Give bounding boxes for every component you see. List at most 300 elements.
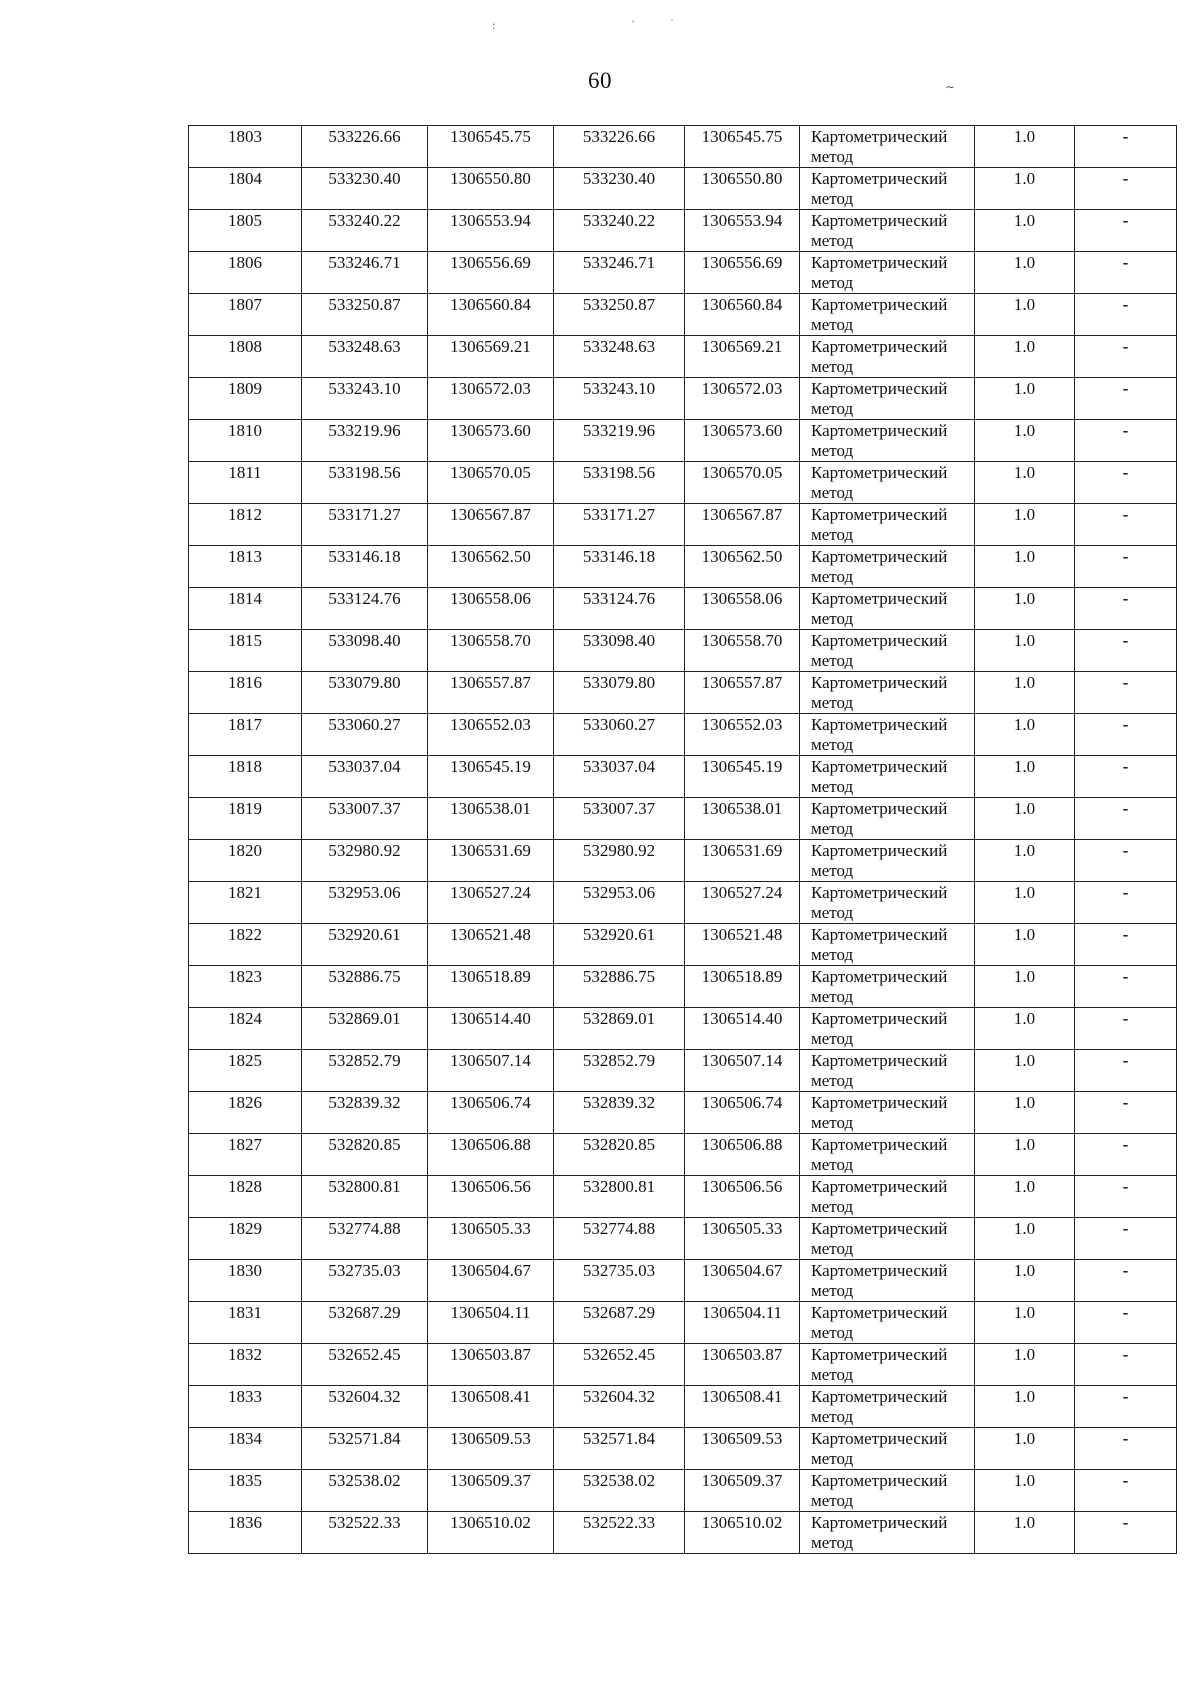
y-coordinate-cell: 1306506.88 <box>428 1134 554 1176</box>
accuracy-cell: 1.0 <box>975 1134 1075 1176</box>
x-coordinate-cell: 532522.33 <box>302 1512 428 1554</box>
accuracy-cell: 1.0 <box>975 294 1075 336</box>
y-coordinate-copy-cell: 1306573.60 <box>685 420 800 462</box>
point-number-cell: 1824 <box>189 1008 302 1050</box>
table-row <box>189 1134 1177 1176</box>
scan-speck: ∼ <box>945 80 956 94</box>
x-coordinate-copy-cell: 533171.27 <box>554 504 685 546</box>
point-number-cell: 1813 <box>189 546 302 588</box>
x-coordinate-copy-cell: 532571.84 <box>554 1428 685 1470</box>
method-cell: Картометрический метод <box>800 1470 975 1512</box>
table-row <box>189 588 1177 630</box>
y-coordinate-copy-cell: 1306509.37 <box>685 1470 800 1512</box>
scan-speck: ˙ <box>670 16 674 30</box>
accuracy-cell: 1.0 <box>975 1260 1075 1302</box>
table-row <box>189 798 1177 840</box>
y-coordinate-cell: 1306514.40 <box>428 1008 554 1050</box>
y-coordinate-copy-cell: 1306521.48 <box>685 924 800 966</box>
table-row <box>189 630 1177 672</box>
method-cell: Картометрический метод <box>800 1344 975 1386</box>
accuracy-cell: 1.0 <box>975 1386 1075 1428</box>
table-row <box>189 1344 1177 1386</box>
point-number-cell: 1830 <box>189 1260 302 1302</box>
x-coordinate-cell: 533250.87 <box>302 294 428 336</box>
y-coordinate-copy-cell: 1306545.19 <box>685 756 800 798</box>
y-coordinate-copy-cell: 1306545.75 <box>685 126 800 168</box>
x-coordinate-cell: 533240.22 <box>302 210 428 252</box>
y-coordinate-cell: 1306573.60 <box>428 420 554 462</box>
y-coordinate-cell: 1306545.75 <box>428 126 554 168</box>
x-coordinate-copy-cell: 532522.33 <box>554 1512 685 1554</box>
description-cell: - <box>1075 1344 1177 1386</box>
point-number-cell: 1823 <box>189 966 302 1008</box>
x-coordinate-cell: 532839.32 <box>302 1092 428 1134</box>
x-coordinate-copy-cell: 532687.29 <box>554 1302 685 1344</box>
y-coordinate-copy-cell: 1306553.94 <box>685 210 800 252</box>
description-cell: - <box>1075 1260 1177 1302</box>
y-coordinate-cell: 1306506.74 <box>428 1092 554 1134</box>
table-row <box>189 1512 1177 1554</box>
x-coordinate-copy-cell: 533240.22 <box>554 210 685 252</box>
description-cell: - <box>1075 546 1177 588</box>
accuracy-cell: 1.0 <box>975 252 1075 294</box>
y-coordinate-copy-cell: 1306562.50 <box>685 546 800 588</box>
method-cell: Картометрический метод <box>800 882 975 924</box>
method-cell: Картометрический метод <box>800 1176 975 1218</box>
point-number-cell: 1806 <box>189 252 302 294</box>
y-coordinate-copy-cell: 1306518.89 <box>685 966 800 1008</box>
description-cell: - <box>1075 126 1177 168</box>
x-coordinate-copy-cell: 533037.04 <box>554 756 685 798</box>
x-coordinate-cell: 533037.04 <box>302 756 428 798</box>
accuracy-cell: 1.0 <box>975 1008 1075 1050</box>
point-number-cell: 1821 <box>189 882 302 924</box>
description-cell: - <box>1075 1218 1177 1260</box>
description-cell: - <box>1075 420 1177 462</box>
description-cell: - <box>1075 1134 1177 1176</box>
y-coordinate-copy-cell: 1306558.06 <box>685 588 800 630</box>
y-coordinate-cell: 1306553.94 <box>428 210 554 252</box>
x-coordinate-copy-cell: 533246.71 <box>554 252 685 294</box>
description-cell: - <box>1075 966 1177 1008</box>
y-coordinate-copy-cell: 1306507.14 <box>685 1050 800 1092</box>
y-coordinate-cell: 1306521.48 <box>428 924 554 966</box>
table-row <box>189 252 1177 294</box>
point-number-cell: 1833 <box>189 1386 302 1428</box>
y-coordinate-copy-cell: 1306503.87 <box>685 1344 800 1386</box>
point-number-cell: 1822 <box>189 924 302 966</box>
x-coordinate-cell: 533219.96 <box>302 420 428 462</box>
point-number-cell: 1835 <box>189 1470 302 1512</box>
y-coordinate-copy-cell: 1306570.05 <box>685 462 800 504</box>
description-cell: - <box>1075 1428 1177 1470</box>
x-coordinate-copy-cell: 532820.85 <box>554 1134 685 1176</box>
y-coordinate-cell: 1306509.53 <box>428 1428 554 1470</box>
table-row <box>189 1176 1177 1218</box>
description-cell: - <box>1075 630 1177 672</box>
point-number-cell: 1808 <box>189 336 302 378</box>
method-cell: Картометрический метод <box>800 1218 975 1260</box>
accuracy-cell: 1.0 <box>975 336 1075 378</box>
method-cell: Картометрический метод <box>800 798 975 840</box>
x-coordinate-cell: 533007.37 <box>302 798 428 840</box>
accuracy-cell: 1.0 <box>975 378 1075 420</box>
table-row <box>189 378 1177 420</box>
y-coordinate-copy-cell: 1306509.53 <box>685 1428 800 1470</box>
method-cell: Картометрический метод <box>800 1428 975 1470</box>
y-coordinate-cell: 1306506.56 <box>428 1176 554 1218</box>
x-coordinate-cell: 533248.63 <box>302 336 428 378</box>
x-coordinate-copy-cell: 533243.10 <box>554 378 685 420</box>
x-coordinate-copy-cell: 532953.06 <box>554 882 685 924</box>
x-coordinate-copy-cell: 533060.27 <box>554 714 685 756</box>
y-coordinate-copy-cell: 1306506.56 <box>685 1176 800 1218</box>
point-number-cell: 1829 <box>189 1218 302 1260</box>
x-coordinate-cell: 532800.81 <box>302 1176 428 1218</box>
method-cell: Картометрический метод <box>800 252 975 294</box>
y-coordinate-cell: 1306569.21 <box>428 336 554 378</box>
table-row <box>189 840 1177 882</box>
description-cell: - <box>1075 336 1177 378</box>
description-cell: - <box>1075 1050 1177 1092</box>
coordinates-table <box>188 125 1177 1554</box>
x-coordinate-copy-cell: 532852.79 <box>554 1050 685 1092</box>
x-coordinate-cell: 532920.61 <box>302 924 428 966</box>
y-coordinate-cell: 1306557.87 <box>428 672 554 714</box>
y-coordinate-cell: 1306560.84 <box>428 294 554 336</box>
x-coordinate-copy-cell: 533226.66 <box>554 126 685 168</box>
method-cell: Картометрический метод <box>800 756 975 798</box>
y-coordinate-cell: 1306552.03 <box>428 714 554 756</box>
x-coordinate-cell: 532886.75 <box>302 966 428 1008</box>
x-coordinate-cell: 532980.92 <box>302 840 428 882</box>
x-coordinate-cell: 533124.76 <box>302 588 428 630</box>
table-row <box>189 1218 1177 1260</box>
x-coordinate-copy-cell: 533007.37 <box>554 798 685 840</box>
description-cell: - <box>1075 840 1177 882</box>
y-coordinate-copy-cell: 1306538.01 <box>685 798 800 840</box>
x-coordinate-cell: 533098.40 <box>302 630 428 672</box>
point-number-cell: 1826 <box>189 1092 302 1134</box>
y-coordinate-copy-cell: 1306504.67 <box>685 1260 800 1302</box>
method-cell: Картометрический метод <box>800 126 975 168</box>
description-cell: - <box>1075 462 1177 504</box>
y-coordinate-cell: 1306531.69 <box>428 840 554 882</box>
description-cell: - <box>1075 672 1177 714</box>
y-coordinate-copy-cell: 1306508.41 <box>685 1386 800 1428</box>
accuracy-cell: 1.0 <box>975 630 1075 672</box>
point-number-cell: 1814 <box>189 588 302 630</box>
y-coordinate-copy-cell: 1306505.33 <box>685 1218 800 1260</box>
table-row <box>189 1302 1177 1344</box>
description-cell: - <box>1075 252 1177 294</box>
method-cell: Картометрический метод <box>800 714 975 756</box>
accuracy-cell: 1.0 <box>975 882 1075 924</box>
scan-speck: · <box>631 14 635 28</box>
x-coordinate-cell: 532774.88 <box>302 1218 428 1260</box>
accuracy-cell: 1.0 <box>975 714 1075 756</box>
accuracy-cell: 1.0 <box>975 588 1075 630</box>
x-coordinate-cell: 532538.02 <box>302 1470 428 1512</box>
table-row <box>189 504 1177 546</box>
point-number-cell: 1828 <box>189 1176 302 1218</box>
table-row <box>189 924 1177 966</box>
description-cell: - <box>1075 210 1177 252</box>
table-row <box>189 294 1177 336</box>
x-coordinate-copy-cell: 532869.01 <box>554 1008 685 1050</box>
x-coordinate-cell: 532953.06 <box>302 882 428 924</box>
accuracy-cell: 1.0 <box>975 1302 1075 1344</box>
accuracy-cell: 1.0 <box>975 546 1075 588</box>
y-coordinate-cell: 1306507.14 <box>428 1050 554 1092</box>
y-coordinate-copy-cell: 1306567.87 <box>685 504 800 546</box>
description-cell: - <box>1075 504 1177 546</box>
x-coordinate-copy-cell: 532604.32 <box>554 1386 685 1428</box>
accuracy-cell: 1.0 <box>975 210 1075 252</box>
y-coordinate-cell: 1306504.11 <box>428 1302 554 1344</box>
scan-speck: : <box>492 18 496 32</box>
y-coordinate-cell: 1306558.70 <box>428 630 554 672</box>
point-number-cell: 1827 <box>189 1134 302 1176</box>
y-coordinate-copy-cell: 1306510.02 <box>685 1512 800 1554</box>
y-coordinate-cell: 1306567.87 <box>428 504 554 546</box>
method-cell: Картометрический метод <box>800 588 975 630</box>
table-row <box>189 672 1177 714</box>
point-number-cell: 1820 <box>189 840 302 882</box>
x-coordinate-copy-cell: 532735.03 <box>554 1260 685 1302</box>
x-coordinate-cell: 532687.29 <box>302 1302 428 1344</box>
method-cell: Картометрический метод <box>800 840 975 882</box>
description-cell: - <box>1075 924 1177 966</box>
method-cell: Картометрический метод <box>800 1302 975 1344</box>
x-coordinate-cell: 533171.27 <box>302 504 428 546</box>
y-coordinate-cell: 1306545.19 <box>428 756 554 798</box>
y-coordinate-copy-cell: 1306557.87 <box>685 672 800 714</box>
point-number-cell: 1803 <box>189 126 302 168</box>
method-cell: Картометрический метод <box>800 546 975 588</box>
page-number: 60 <box>588 68 612 93</box>
accuracy-cell: 1.0 <box>975 420 1075 462</box>
x-coordinate-copy-cell: 533124.76 <box>554 588 685 630</box>
y-coordinate-cell: 1306538.01 <box>428 798 554 840</box>
accuracy-cell: 1.0 <box>975 126 1075 168</box>
x-coordinate-copy-cell: 533079.80 <box>554 672 685 714</box>
y-coordinate-cell: 1306503.87 <box>428 1344 554 1386</box>
method-cell: Картометрический метод <box>800 1386 975 1428</box>
description-cell: - <box>1075 1512 1177 1554</box>
accuracy-cell: 1.0 <box>975 1176 1075 1218</box>
x-coordinate-cell: 532571.84 <box>302 1428 428 1470</box>
table-row <box>189 714 1177 756</box>
table-row <box>189 1260 1177 1302</box>
point-number-cell: 1832 <box>189 1344 302 1386</box>
table-row <box>189 1386 1177 1428</box>
method-cell: Картометрический метод <box>800 924 975 966</box>
point-number-cell: 1816 <box>189 672 302 714</box>
x-coordinate-cell: 532852.79 <box>302 1050 428 1092</box>
table-body <box>189 126 1177 1554</box>
accuracy-cell: 1.0 <box>975 1512 1075 1554</box>
y-coordinate-copy-cell: 1306550.80 <box>685 168 800 210</box>
table-row <box>189 168 1177 210</box>
x-coordinate-copy-cell: 533250.87 <box>554 294 685 336</box>
y-coordinate-cell: 1306504.67 <box>428 1260 554 1302</box>
accuracy-cell: 1.0 <box>975 840 1075 882</box>
accuracy-cell: 1.0 <box>975 1428 1075 1470</box>
y-coordinate-copy-cell: 1306527.24 <box>685 882 800 924</box>
method-cell: Картометрический метод <box>800 1092 975 1134</box>
x-coordinate-copy-cell: 532538.02 <box>554 1470 685 1512</box>
description-cell: - <box>1075 1176 1177 1218</box>
description-cell: - <box>1075 1092 1177 1134</box>
x-coordinate-copy-cell: 533146.18 <box>554 546 685 588</box>
method-cell: Картометрический метод <box>800 504 975 546</box>
x-coordinate-copy-cell: 532800.81 <box>554 1176 685 1218</box>
table-row <box>189 1470 1177 1512</box>
method-cell: Картометрический метод <box>800 630 975 672</box>
y-coordinate-copy-cell: 1306552.03 <box>685 714 800 756</box>
description-cell: - <box>1075 1008 1177 1050</box>
method-cell: Картометрический метод <box>800 462 975 504</box>
y-coordinate-cell: 1306570.05 <box>428 462 554 504</box>
table-row <box>189 546 1177 588</box>
accuracy-cell: 1.0 <box>975 756 1075 798</box>
y-coordinate-copy-cell: 1306569.21 <box>685 336 800 378</box>
table-row <box>189 756 1177 798</box>
point-number-cell: 1810 <box>189 420 302 462</box>
table-row <box>189 966 1177 1008</box>
x-coordinate-copy-cell: 532774.88 <box>554 1218 685 1260</box>
y-coordinate-cell: 1306509.37 <box>428 1470 554 1512</box>
point-number-cell: 1804 <box>189 168 302 210</box>
accuracy-cell: 1.0 <box>975 168 1075 210</box>
point-number-cell: 1812 <box>189 504 302 546</box>
table-row <box>189 126 1177 168</box>
x-coordinate-copy-cell: 532886.75 <box>554 966 685 1008</box>
y-coordinate-copy-cell: 1306531.69 <box>685 840 800 882</box>
x-coordinate-cell: 533246.71 <box>302 252 428 294</box>
description-cell: - <box>1075 294 1177 336</box>
y-coordinate-cell: 1306518.89 <box>428 966 554 1008</box>
x-coordinate-cell: 533230.40 <box>302 168 428 210</box>
y-coordinate-cell: 1306505.33 <box>428 1218 554 1260</box>
x-coordinate-cell: 532820.85 <box>302 1134 428 1176</box>
y-coordinate-copy-cell: 1306506.88 <box>685 1134 800 1176</box>
accuracy-cell: 1.0 <box>975 1050 1075 1092</box>
accuracy-cell: 1.0 <box>975 462 1075 504</box>
x-coordinate-cell: 533060.27 <box>302 714 428 756</box>
table-row <box>189 462 1177 504</box>
method-cell: Картометрический метод <box>800 420 975 462</box>
x-coordinate-cell: 532604.32 <box>302 1386 428 1428</box>
y-coordinate-copy-cell: 1306506.74 <box>685 1092 800 1134</box>
table-row <box>189 1050 1177 1092</box>
accuracy-cell: 1.0 <box>975 504 1075 546</box>
y-coordinate-copy-cell: 1306558.70 <box>685 630 800 672</box>
x-coordinate-cell: 533146.18 <box>302 546 428 588</box>
x-coordinate-copy-cell: 533219.96 <box>554 420 685 462</box>
point-number-cell: 1818 <box>189 756 302 798</box>
method-cell: Картометрический метод <box>800 1260 975 1302</box>
point-number-cell: 1809 <box>189 378 302 420</box>
method-cell: Картометрический метод <box>800 336 975 378</box>
y-coordinate-cell: 1306510.02 <box>428 1512 554 1554</box>
x-coordinate-copy-cell: 533198.56 <box>554 462 685 504</box>
y-coordinate-cell: 1306562.50 <box>428 546 554 588</box>
method-cell: Картометрический метод <box>800 1512 975 1554</box>
accuracy-cell: 1.0 <box>975 1092 1075 1134</box>
point-number-cell: 1817 <box>189 714 302 756</box>
description-cell: - <box>1075 378 1177 420</box>
point-number-cell: 1834 <box>189 1428 302 1470</box>
x-coordinate-copy-cell: 533230.40 <box>554 168 685 210</box>
x-coordinate-copy-cell: 532980.92 <box>554 840 685 882</box>
x-coordinate-cell: 533198.56 <box>302 462 428 504</box>
accuracy-cell: 1.0 <box>975 1344 1075 1386</box>
description-cell: - <box>1075 588 1177 630</box>
x-coordinate-cell: 532652.45 <box>302 1344 428 1386</box>
point-number-cell: 1815 <box>189 630 302 672</box>
description-cell: - <box>1075 714 1177 756</box>
method-cell: Картометрический метод <box>800 1134 975 1176</box>
x-coordinate-copy-cell: 532652.45 <box>554 1344 685 1386</box>
y-coordinate-cell: 1306508.41 <box>428 1386 554 1428</box>
point-number-cell: 1819 <box>189 798 302 840</box>
y-coordinate-copy-cell: 1306572.03 <box>685 378 800 420</box>
method-cell: Картометрический метод <box>800 168 975 210</box>
table-row <box>189 1428 1177 1470</box>
method-cell: Картометрический метод <box>800 966 975 1008</box>
accuracy-cell: 1.0 <box>975 1218 1075 1260</box>
table-row <box>189 336 1177 378</box>
y-coordinate-cell: 1306527.24 <box>428 882 554 924</box>
method-cell: Картометрический метод <box>800 1008 975 1050</box>
accuracy-cell: 1.0 <box>975 924 1075 966</box>
table-row <box>189 420 1177 462</box>
x-coordinate-cell: 533079.80 <box>302 672 428 714</box>
x-coordinate-copy-cell: 532920.61 <box>554 924 685 966</box>
y-coordinate-cell: 1306572.03 <box>428 378 554 420</box>
x-coordinate-copy-cell: 532839.32 <box>554 1092 685 1134</box>
table-row <box>189 882 1177 924</box>
description-cell: - <box>1075 1470 1177 1512</box>
point-number-cell: 1836 <box>189 1512 302 1554</box>
y-coordinate-copy-cell: 1306560.84 <box>685 294 800 336</box>
y-coordinate-copy-cell: 1306504.11 <box>685 1302 800 1344</box>
x-coordinate-cell: 533243.10 <box>302 378 428 420</box>
accuracy-cell: 1.0 <box>975 798 1075 840</box>
y-coordinate-copy-cell: 1306556.69 <box>685 252 800 294</box>
description-cell: - <box>1075 882 1177 924</box>
method-cell: Картометрический метод <box>800 378 975 420</box>
y-coordinate-copy-cell: 1306514.40 <box>685 1008 800 1050</box>
description-cell: - <box>1075 798 1177 840</box>
table-row <box>189 210 1177 252</box>
description-cell: - <box>1075 1302 1177 1344</box>
method-cell: Картометрический метод <box>800 210 975 252</box>
point-number-cell: 1831 <box>189 1302 302 1344</box>
x-coordinate-cell: 533226.66 <box>302 126 428 168</box>
accuracy-cell: 1.0 <box>975 1470 1075 1512</box>
y-coordinate-cell: 1306550.80 <box>428 168 554 210</box>
y-coordinate-cell: 1306556.69 <box>428 252 554 294</box>
y-coordinate-cell: 1306558.06 <box>428 588 554 630</box>
x-coordinate-cell: 532735.03 <box>302 1260 428 1302</box>
description-cell: - <box>1075 168 1177 210</box>
point-number-cell: 1825 <box>189 1050 302 1092</box>
x-coordinate-copy-cell: 533098.40 <box>554 630 685 672</box>
point-number-cell: 1807 <box>189 294 302 336</box>
